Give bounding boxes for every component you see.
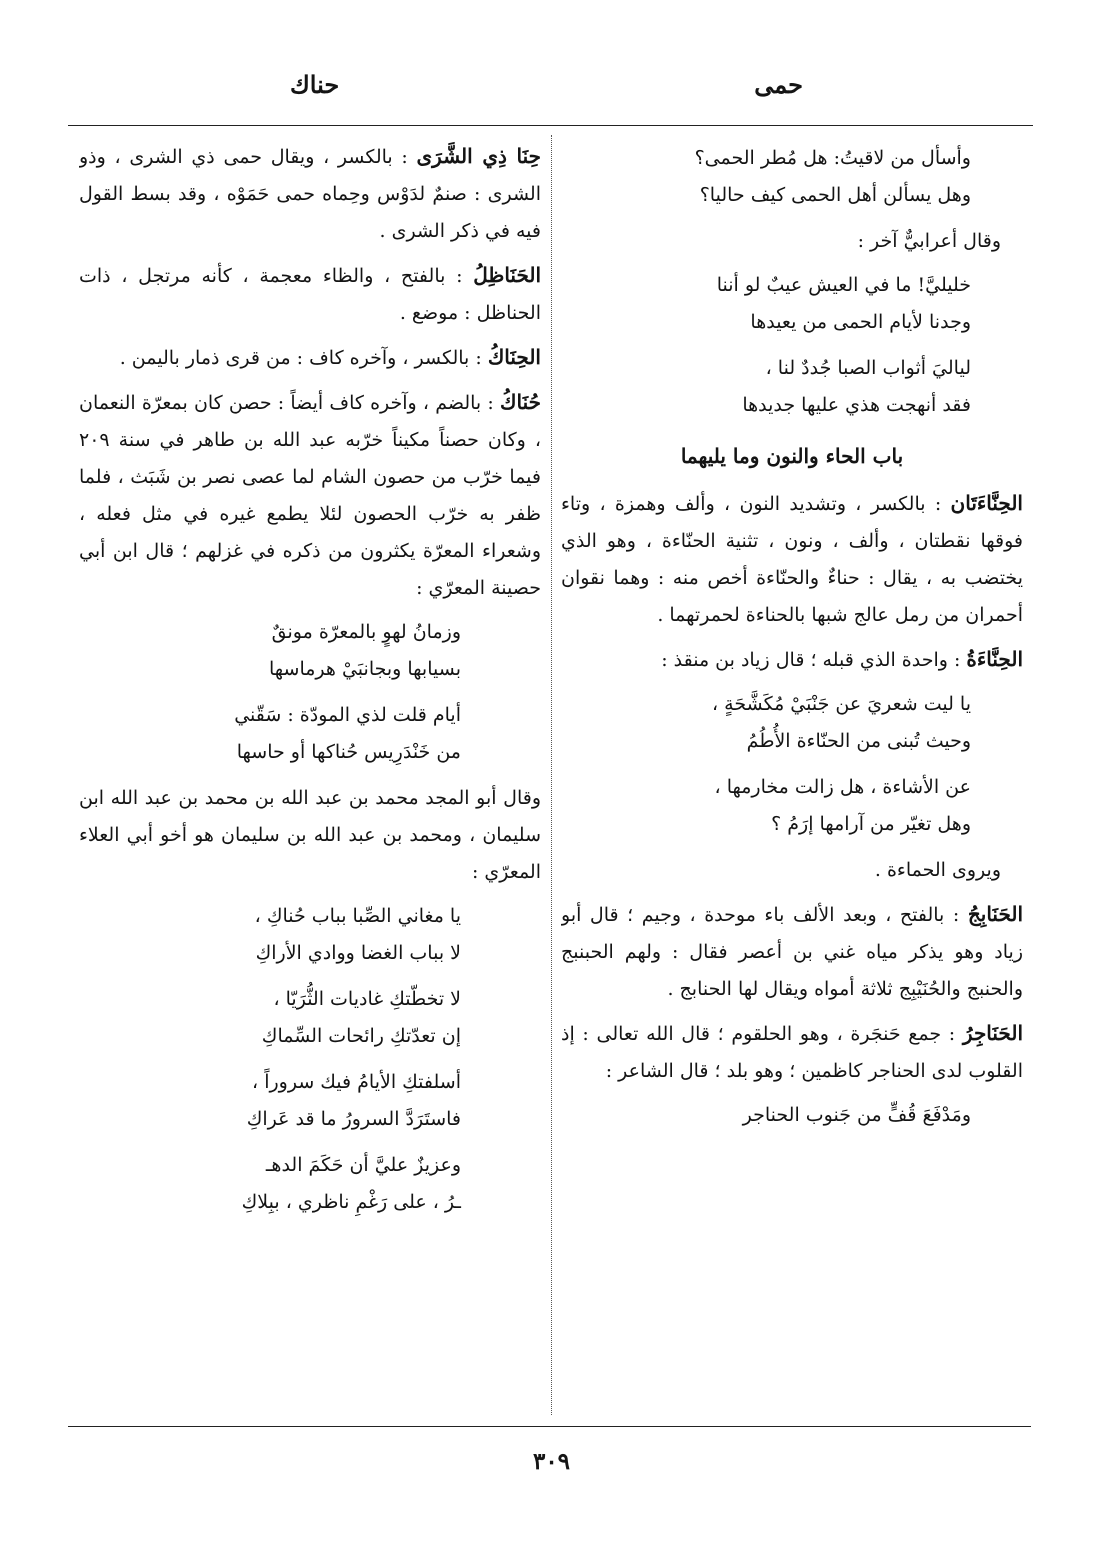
verse-line: وجدنا لأيام الحمى من يعيدها bbox=[750, 311, 971, 333]
header-left-title: حناك bbox=[290, 70, 340, 99]
verse-line: خليليَّ! ما في العيش عيبٌ لو أننا bbox=[716, 274, 971, 296]
verse-line: أيام قلت لذي المودّة : سَقّني bbox=[234, 704, 461, 726]
verse-line: عن الأشاءة ، هل زالت مخارمها ، bbox=[714, 776, 971, 798]
entry bbox=[561, 641, 1023, 679]
entry-headword: حُنَاكُ bbox=[500, 390, 541, 414]
entry-body: : جمع حَنجَرة ، وهو الحلقوم ؛ قال الله تعالى : إذ القلوب لدى الحناجر كاظمين ؛ وهو بلد ؛ قال الشاعر : bbox=[561, 1023, 1023, 1082]
entry-body: : بالكسر ، وتشديد النون ، وألف وهمزة ، وتاء فوقها نقطتان ، وألف ، ونون ، تثنية الحنّاءة ، وهو الذي يختضب به ، يقال : حناءٌ والحنّاءة أخص منه : وهما نقوان أحمران من رمل عالج شبها بالحناءة لحمرتهما . bbox=[561, 493, 1023, 626]
verse-line: وحيث تُبنى من الحنّاءة الأُطُمُ bbox=[746, 730, 971, 752]
entry-body: : بالكسر ، وآخره كاف : من قرى ذمار باليمن . bbox=[119, 347, 482, 369]
verse bbox=[561, 769, 1023, 843]
verse bbox=[79, 981, 541, 1055]
entry-body: : بالكسر ، ويقال حمى ذي الشرى ، وذو الشرى : صنمٌ لدَوْس وحِماه حمى حَمَوْه ، وقد بسط القول فيه في ذكر الشرى . bbox=[79, 146, 541, 242]
left-column bbox=[79, 138, 541, 1418]
verse-line: يا مغاني الصِّبا بباب حُناكِ ، bbox=[254, 905, 461, 927]
entry-headword: الحَنَاظِلُ bbox=[473, 263, 541, 287]
page-number: ٣٠٩ bbox=[532, 1448, 571, 1475]
right-column bbox=[561, 138, 1023, 1418]
paragraph: وقال أبو المجد محمد بن عبد الله بن محمد بن عبد الله ابن سليمان ، ومحمد بن عبد الله بن سليمان هو أخو أبي العلاء المعرّي : bbox=[79, 787, 541, 883]
header-right-title: حمى bbox=[754, 70, 803, 99]
entry-headword: الحَنَابِجُ bbox=[967, 902, 1023, 926]
entry-headword: الحَنَاجِرُ bbox=[962, 1021, 1023, 1045]
verse bbox=[561, 140, 1023, 214]
entry-headword: الحِنَّاءَةُ bbox=[966, 647, 1023, 671]
verse-line: فقد أنهجت هذي عليها جديدها bbox=[742, 394, 971, 416]
section-title: باب الحاء والنون وما يليهما bbox=[680, 444, 904, 468]
verse bbox=[561, 686, 1023, 760]
note-line: ويروى الحماءة . bbox=[874, 859, 1001, 881]
verse-line: بسيابها وبجانبَيْ هرماسها bbox=[269, 658, 461, 680]
verse-line: يا ليت شعريَ عن جَنْبَيْ مُكَشَّحَةٍ ، bbox=[712, 693, 971, 715]
verse-line: لا تخطّتكِ غاديات الثُّرَيّا ، bbox=[273, 988, 461, 1010]
top-rule bbox=[68, 125, 1033, 126]
verse bbox=[561, 350, 1023, 424]
verse bbox=[79, 1147, 541, 1221]
verse-line: وهل تغيّر من آرامها إرَمُ ؟ bbox=[771, 813, 971, 835]
entry-body: : بالفتح ، والظاء معجمة ، كأنه مرتجل ، ذات الحناظل : موضع . bbox=[79, 265, 541, 324]
verse-line: لياليَ أثواب الصبا جُددٌ لنا ، bbox=[765, 357, 971, 379]
entry bbox=[561, 896, 1023, 1008]
verse-line: إن تعدّتكِ رائحات السِّماكِ bbox=[261, 1025, 461, 1047]
entry-headword: الحِنَّاءَتَان bbox=[950, 491, 1023, 515]
verse-line: أسلفتكِ الأيامُ فيك سروراً ، bbox=[252, 1071, 461, 1093]
entry-headword: الحِنَاكُ bbox=[487, 345, 541, 369]
entry-headword: حِنَا ذِي الشَّرَى bbox=[416, 144, 541, 168]
verse bbox=[79, 614, 541, 688]
intro-line: وقال أعرابيٌّ آخر : bbox=[857, 230, 1001, 252]
verse-line: ـرُ ، على رَغْمِ ناظري ، ببِلاكِ bbox=[241, 1191, 461, 1213]
verse-line: وأسأل من لاقيتُ: هل مُطر الحمى؟ bbox=[694, 147, 971, 169]
entry-body: : واحدة الذي قبله ؛ قال زياد بن منقذ : bbox=[661, 649, 961, 671]
entry bbox=[79, 138, 541, 250]
entry bbox=[79, 384, 541, 607]
verse bbox=[561, 1097, 1023, 1134]
entry bbox=[561, 485, 1023, 634]
verse bbox=[79, 697, 541, 771]
entry bbox=[561, 1015, 1023, 1090]
verse bbox=[79, 1064, 541, 1138]
verse-line: من خَنْدَرِيس حُناكها أو حاسها bbox=[236, 741, 461, 763]
column-divider bbox=[551, 135, 552, 1415]
entry bbox=[79, 339, 541, 377]
verse-line: وزمانُ لهوٍ بالمعرّة مونقٌ bbox=[271, 621, 461, 643]
bottom-rule bbox=[68, 1426, 1031, 1427]
verse-line: وهل يسألن أهل الحمى كيف حاليا؟ bbox=[699, 184, 971, 206]
entry bbox=[79, 257, 541, 332]
verse-line: وعزيزٌ عليَّ أن حَكَمَ الدهـ bbox=[265, 1154, 461, 1176]
verse-line: لا بباب الغضا ووادي الأراكِ bbox=[255, 942, 461, 964]
verse-line: ومَدْفَعَ قُفٍّ من جَنوب الحناجر bbox=[742, 1104, 971, 1126]
verse bbox=[561, 267, 1023, 341]
entry-body: : بالفتح ، وبعد الألف باء موحدة ، وجيم ؛ قال أبو زياد وهو يذكر مياه غني بن أعصر فقال : ولهم الحبنبج والحنبج والحُنَيْبِج ثلاثة أمواه ويقال لها الحنابج . bbox=[561, 904, 1023, 1000]
verse-line: فاستَرَدَّ السرورُ ما قد عَراكِ bbox=[246, 1108, 461, 1130]
verse bbox=[79, 898, 541, 972]
entry-body: : بالضم ، وآخره كاف أيضاً : حصن كان بمعرّة النعمان ، وكان حصناً مكيناً خرّبه عبد الله بن طاهر في سنة ٢٠٩ فيما خرّب من حصون الشام لما عصى نصر بن شَبَث ، فلما ظفر به خرّب الحصون لئلا يطمع غيره في مثل فعله ، وشعراء المعرّة يكثرون من ذكره في غزلهم ؛ قال ابن أبي حصينة المعرّي : bbox=[79, 392, 541, 599]
